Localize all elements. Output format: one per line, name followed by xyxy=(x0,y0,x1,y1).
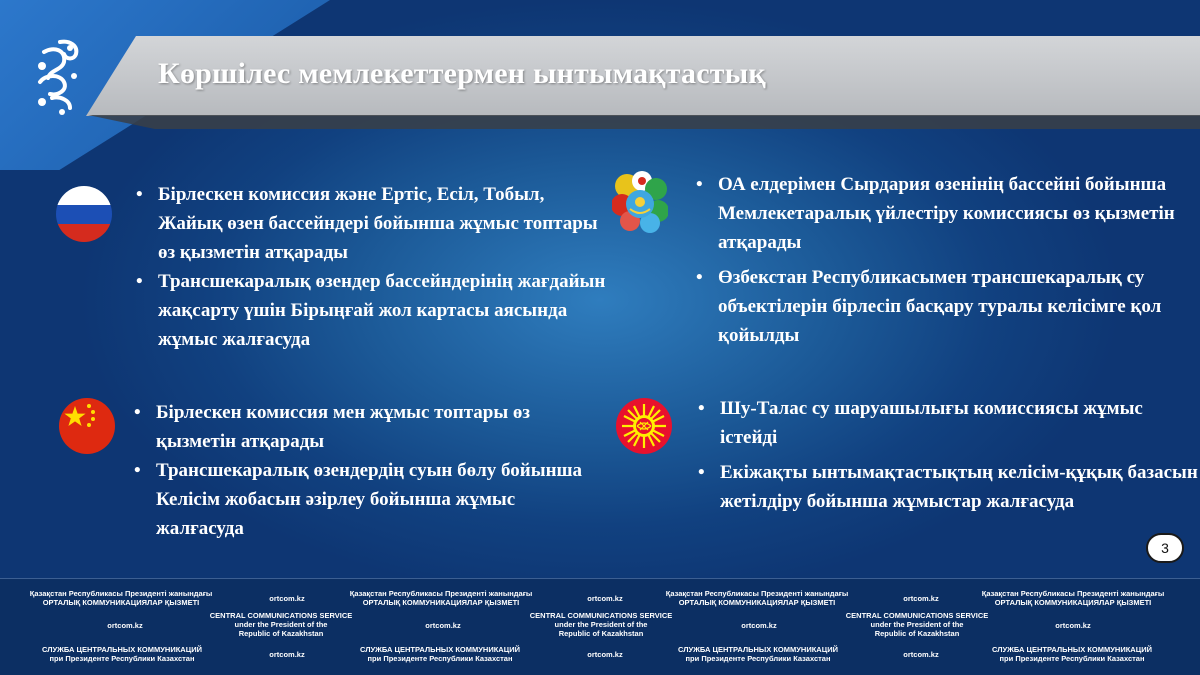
list-item: • ОА елдерімен Сырдария өзенінің бассейні бойынша Мемлекетаралық үйлестіру комиссиясы өз қызметін атқарады xyxy=(696,170,1196,257)
footer-kz-block: Қазақстан Республикасы Президенті жанындағы ОРТАЛЫҚ КОММУНИКАЦИЯЛАР ҚЫЗМЕТІ xyxy=(665,589,849,607)
footer-site: ortcom.kz xyxy=(587,650,623,659)
footer-ru-block: СЛУЖБА ЦЕНТРАЛЬНЫХ КОММУНИКАЦИЙ при Президенте Республики Казахстан xyxy=(359,645,520,663)
page-number: 3 xyxy=(1146,533,1184,563)
footer-site: ortcom.kz xyxy=(903,594,939,603)
list-item: • Трансшекаралық өзендердің суын бөлу бойынша Келісім жобасын әзірлеу бойынша жұмыс жалғасуда xyxy=(134,456,604,543)
footer-en-block: CENTRAL COMMUNICATIONS SERVICE under the President of the Republic of Kazakhstan xyxy=(209,611,353,638)
russia-cooperation-list xyxy=(136,180,606,354)
china-cooperation-list xyxy=(134,398,604,543)
list-item: • Бірлескен комиссия және Ертіс, Есіл, Тобыл, Жайық өзен бассейндері бойынша жұмыс топтары өз қызметін атқарады xyxy=(136,180,606,267)
kyrgyzstan-flag-icon xyxy=(616,398,672,454)
title-bar-shadow xyxy=(88,115,1200,129)
footer-site: ortcom.kz xyxy=(1055,621,1091,630)
footer-kz-block: Қазақстан Республикасы Президенті жанындағы ОРТАЛЫҚ КОММУНИКАЦИЯЛАР ҚЫЗМЕТІ xyxy=(349,589,533,607)
snow-leopard-logo-icon xyxy=(30,36,84,116)
footer-en-block: CENTRAL COMMUNICATIONS SERVICE under the President of the Republic of Kazakhstan xyxy=(529,611,673,638)
footer-ru-block: СЛУЖБА ЦЕНТРАЛЬНЫХ КОММУНИКАЦИЙ при Президенте Республики Казахстан xyxy=(991,645,1152,663)
footer-site: ortcom.kz xyxy=(587,594,623,603)
footer-site: ortcom.kz xyxy=(107,621,143,630)
footer-site: ortcom.kz xyxy=(741,621,777,630)
footer-site: ortcom.kz xyxy=(903,650,939,659)
footer-kz-block: Қазақстан Республикасы Президенті жанындағы ОРТАЛЫҚ КОММУНИКАЦИЯЛАР ҚЫЗМЕТІ xyxy=(981,589,1165,607)
china-flag-icon xyxy=(59,398,115,454)
slide-title: Көршілес мемлекеттермен ынтымақтастық xyxy=(158,57,766,90)
footer-kz-block: Қазақстан Республикасы Президенті жанындағы ОРТАЛЫҚ КОММУНИКАЦИЯЛАР ҚЫЗМЕТІ xyxy=(29,589,213,607)
kyrgyzstan-cooperation-list xyxy=(698,394,1198,516)
list-item: • Өзбекстан Республикасымен трансшекаралық су объектілерін бірлесіп басқару туралы келісімге қол қойылды xyxy=(696,263,1196,350)
footer-ru-block: СЛУЖБА ЦЕНТРАЛЬНЫХ КОММУНИКАЦИЙ при Президенте Республики Казахстан xyxy=(677,645,838,663)
central-asia-flags-icon xyxy=(612,171,668,234)
footer-watermark xyxy=(0,578,1200,675)
russia-flag-icon xyxy=(56,186,112,242)
list-item: • Екіжақты ынтымақтастықтың келісім-құқық базасын жетілдіру бойынша жұмыстар жалғасуда xyxy=(698,458,1198,516)
footer-ru-block: СЛУЖБА ЦЕНТРАЛЬНЫХ КОММУНИКАЦИЙ при Президенте Республики Казахстан xyxy=(41,645,202,663)
central-asia-cooperation-list xyxy=(696,170,1196,350)
footer-site: ortcom.kz xyxy=(269,650,305,659)
list-item: • Бірлескен комиссия мен жұмыс топтары өз қызметін атқарады xyxy=(134,398,604,456)
footer-site: ortcom.kz xyxy=(425,621,461,630)
footer-site: ortcom.kz xyxy=(269,594,305,603)
list-item: • Шу-Талас су шаруашылығы комиссиясы жұмыс істейді xyxy=(698,394,1198,452)
footer-en-block: CENTRAL COMMUNICATIONS SERVICE under the President of the Republic of Kazakhstan xyxy=(845,611,989,638)
list-item: • Трансшекаралық өзендер бассейндерінің жағдайын жақсарту үшін Бірыңғай жол картасы аясында жұмыс жалғасуда xyxy=(136,267,606,354)
